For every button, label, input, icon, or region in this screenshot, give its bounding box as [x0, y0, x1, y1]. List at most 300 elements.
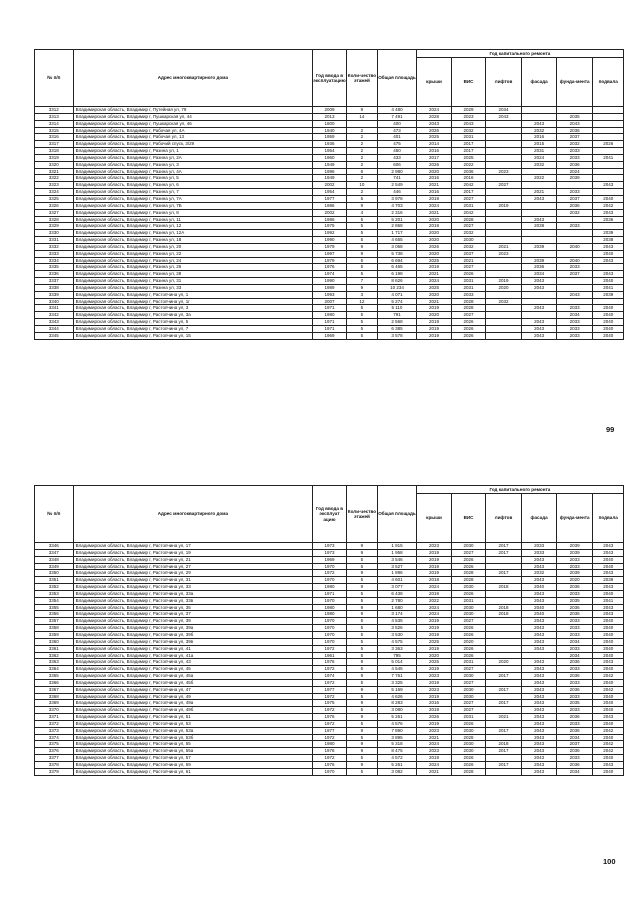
cell-year: 1972 — [313, 755, 347, 762]
cell-year: 1972 — [313, 707, 347, 714]
cell-facade: 2032 — [522, 161, 557, 168]
cell-roofs: 2026 — [416, 161, 452, 168]
cell-basement: 2043 — [593, 257, 624, 264]
cell-area: 5 014 — [378, 659, 417, 666]
cell-lifts — [485, 666, 522, 673]
cell-vis: 2026 — [452, 590, 486, 597]
cell-lifts: 2017 — [485, 748, 522, 755]
cell-facade — [522, 291, 557, 298]
cell-basement: 2039 — [593, 230, 624, 237]
cell-facade: 2043 — [522, 120, 557, 127]
cell-facade: 2043 — [522, 659, 557, 666]
cell-address: Владимирская область, Владимир г, Растопчина ул, 61 — [73, 768, 313, 775]
cell-foundation: 2033 — [556, 693, 593, 700]
cell-lifts: 2020 — [485, 659, 522, 666]
cell-roofs: 2026 — [416, 714, 452, 721]
cell-facade: 2022 — [522, 175, 557, 182]
cell-year: 1973 — [313, 543, 347, 550]
table-row — [35, 734, 624, 741]
cell-facade: 2039 — [522, 243, 557, 250]
cell-basement: 2043 — [593, 243, 624, 250]
cell-lifts: 2019 — [485, 278, 522, 285]
cell-area: 5 201 — [378, 216, 417, 223]
cell-facade: 2043 — [522, 755, 557, 762]
cell-year: 1970 — [313, 625, 347, 632]
cell-facade: 2043 — [522, 693, 557, 700]
cell-year: 1972 — [313, 645, 347, 652]
cell-roofs: 2024 — [416, 278, 452, 285]
cell-area: 433 — [378, 154, 417, 161]
cell-area: 1 680 — [378, 604, 417, 611]
table-row — [35, 618, 624, 625]
cell-roofs: 2019 — [416, 570, 452, 577]
table-row — [35, 673, 624, 680]
cell-roofs: 2020 — [416, 216, 452, 223]
cell-facade: 2021 — [522, 189, 557, 196]
cell-lifts: 2018 — [485, 611, 522, 618]
cell-vis: 2017 — [452, 141, 486, 148]
table-row — [35, 182, 624, 189]
cell-basement: 2040 — [593, 556, 624, 563]
cell-vis: 2030 — [452, 604, 486, 611]
cell-roofs: 2020 — [416, 312, 452, 319]
cell-address: Владимирская область, Владимир г, Растопчина ул, 55а — [73, 748, 313, 755]
cell-basement: 2040 — [593, 332, 624, 339]
table-row — [35, 223, 624, 230]
cell-lifts — [485, 734, 522, 741]
table-body-page-99 — [35, 107, 624, 340]
table-row — [35, 768, 624, 775]
cell-lifts: 2043 — [485, 113, 522, 120]
cell-lifts: 2021 — [485, 714, 522, 721]
cell-vis: 2026 — [452, 271, 486, 278]
table-row — [35, 250, 624, 257]
cell-year: 1961 — [313, 652, 347, 659]
cell-floors: 2 — [346, 127, 377, 134]
cell-vis: 2017 — [452, 148, 486, 155]
cell-floors: 3 — [346, 291, 377, 298]
cell-roofs: 2018 — [416, 577, 452, 584]
cell-address: Владимирская область, Владимир г, Растопчина ул, 45 — [73, 666, 313, 673]
cell-facade: 2043 — [522, 332, 557, 339]
cell-vis: 2022 — [452, 161, 486, 168]
cell-year: 1954 — [313, 148, 347, 155]
cell-year: 1976 — [313, 659, 347, 666]
cell-basement — [593, 189, 624, 196]
cell-area: 3 363 — [378, 645, 417, 652]
cell-basement: 2040 — [593, 652, 624, 659]
cell-year: 1970 — [313, 577, 347, 584]
cell-year: 1936 — [313, 141, 347, 148]
cell-facade: 2043 — [522, 700, 557, 707]
cell-roofs: 2025 — [416, 134, 452, 141]
cell-floors: 5 — [346, 264, 377, 271]
cell-address: Владимирская область, Владимир г, Растопчина ул, 21 — [73, 556, 313, 563]
cell-vis: 2030 — [452, 673, 486, 680]
cell-address: Владимирская область, Владимир г, Растопчина ул, 35 — [73, 604, 313, 611]
cell-area: 3 080 — [378, 707, 417, 714]
cell-roofs: 2023 — [416, 748, 452, 755]
cell-num: 3355 — [35, 604, 74, 611]
cell-num: 3354 — [35, 597, 74, 604]
cell-lifts: 2017 — [485, 686, 522, 693]
cell-basement: 2043 — [593, 714, 624, 721]
cell-floors: 9 — [346, 570, 377, 577]
cell-lifts — [485, 590, 522, 597]
cell-foundation: 2036 — [556, 604, 593, 611]
cell-area: 3 978 — [378, 195, 417, 202]
cell-floors: 9 — [346, 686, 377, 693]
cell-year: 1954 — [313, 189, 347, 196]
cell-address: Владимирская область, Владимир г, Растопчина ул, 27 — [73, 563, 313, 570]
cell-lifts — [485, 563, 522, 570]
cell-vis: 2027 — [452, 679, 486, 686]
cell-foundation: 2037 — [556, 134, 593, 141]
cell-address: Владимирская область, Владимир г, Разина ул, 1 — [73, 148, 313, 155]
table-row — [35, 134, 624, 141]
cell-vis: 2032 — [452, 127, 486, 134]
cell-vis: 2027 — [452, 700, 486, 707]
cell-lifts — [485, 264, 522, 271]
header-year: Год ввода в эксплуатацию — [313, 50, 347, 107]
cell-floors: 5 — [346, 734, 377, 741]
header-foundation: фунда-мента — [556, 58, 593, 107]
cell-lifts: 2032 — [485, 298, 522, 305]
cell-num: 3315 — [35, 127, 74, 134]
cell-foundation: 2033 — [556, 332, 593, 339]
cell-vis: 2026 — [452, 720, 486, 727]
cell-basement: 2043 — [593, 584, 624, 591]
cell-foundation: 2033 — [556, 679, 593, 686]
cell-address: Владимирская область, Владимир г, Растопчина ул, 33 — [73, 584, 313, 591]
cell-address: Владимирская область, Владимир г, Растопчина ул, 15 — [73, 332, 313, 339]
cell-facade: 2043 — [522, 734, 557, 741]
cell-address: Владимирская область, Владимир г, Разина ул, 8 — [73, 209, 313, 216]
cell-facade — [522, 107, 557, 114]
cell-num: 3359 — [35, 631, 74, 638]
cell-foundation: 2036 — [556, 659, 593, 666]
cell-facade: 2043 — [522, 673, 557, 680]
cell-floors: 2 — [346, 175, 377, 182]
cell-num: 3372 — [35, 720, 74, 727]
cell-facade: 2031 — [522, 148, 557, 155]
cell-foundation: 2034 — [556, 768, 593, 775]
cell-year: 1971 — [313, 305, 347, 312]
cell-num: 3312 — [35, 107, 74, 114]
cell-address: Владимирская область, Владимир г, Разина ул, 12 — [73, 223, 313, 230]
cell-roofs: 2020 — [416, 237, 452, 244]
cell-basement: 2039 — [593, 577, 624, 584]
cell-foundation: 2033 — [556, 326, 593, 333]
cell-vis: 2025 — [452, 154, 486, 161]
cell-foundation: 2033 — [556, 625, 593, 632]
cell-facade: 2033 — [522, 549, 557, 556]
cell-year: 1976 — [313, 748, 347, 755]
cell-foundation: 2037 — [556, 271, 593, 278]
cell-vis: 2030 — [452, 741, 486, 748]
cell-facade: 2033 — [522, 543, 557, 550]
cell-roofs: 2024 — [416, 611, 452, 618]
cell-facade: 2043 — [522, 563, 557, 570]
cell-vis: 2027 — [452, 666, 486, 673]
table-row — [35, 679, 624, 686]
cell-roofs: 2019 — [416, 707, 452, 714]
table-row — [35, 148, 624, 155]
cell-area: 4 601 — [378, 577, 417, 584]
cell-address: Владимирская область, Владимир г, Растопчина ул, 37 — [73, 611, 313, 618]
cell-roofs: 2026 — [416, 127, 452, 134]
table-row — [35, 243, 624, 250]
cell-roofs: 2019 — [416, 549, 452, 556]
cell-floors — [346, 120, 377, 127]
cell-vis: 2026 — [452, 652, 486, 659]
cell-basement: 2040 — [593, 195, 624, 202]
cell-facade — [522, 298, 557, 305]
cell-year: 1980 — [313, 611, 347, 618]
cell-roofs: 2019 — [416, 326, 452, 333]
cell-address: Владимирская область, Владимир г, Рабочая ул, 4А — [73, 127, 313, 134]
cell-lifts — [485, 625, 522, 632]
cell-facade: 2043 — [522, 618, 557, 625]
header-basement: подвала — [593, 494, 624, 543]
cell-facade — [522, 230, 557, 237]
table-row — [35, 652, 624, 659]
table-row — [35, 556, 624, 563]
cell-floors: 5 — [346, 618, 377, 625]
cell-vis: 2026 — [452, 645, 486, 652]
cell-area: 6 694 — [378, 257, 417, 264]
table-row — [35, 319, 624, 326]
cell-address: Владимирская область, Владимир г, Растопчина ул, 49б — [73, 707, 313, 714]
table-row — [35, 727, 624, 734]
cell-basement — [593, 161, 624, 168]
cell-vis: 2031 — [452, 714, 486, 721]
cell-num: 3319 — [35, 154, 74, 161]
cell-num: 3317 — [35, 141, 74, 148]
cell-basement: 2040 — [593, 720, 624, 727]
cell-floors: 5 — [346, 679, 377, 686]
cell-foundation: 2033 — [556, 720, 593, 727]
cell-num: 3347 — [35, 549, 74, 556]
cell-area: 8 475 — [378, 748, 417, 755]
cell-address: Владимирская область, Владимир г, Растопчина ул, 55 — [73, 741, 313, 748]
cell-area: 5 169 — [378, 686, 417, 693]
cell-basement: 2043 — [593, 611, 624, 618]
cell-num: 3332 — [35, 243, 74, 250]
table-body-page-100 — [35, 543, 624, 776]
cell-year: 1970 — [313, 563, 347, 570]
cell-roofs: 2017 — [416, 154, 452, 161]
cell-vis: 2031 — [452, 134, 486, 141]
cell-roofs: 2016 — [416, 189, 452, 196]
cell-lifts: 2017 — [485, 570, 522, 577]
cell-foundation — [556, 250, 593, 257]
cell-basement: 2039 — [593, 291, 624, 298]
cell-facade — [522, 168, 557, 175]
cell-facade: 2043 — [522, 631, 557, 638]
cell-area: 4 572 — [378, 755, 417, 762]
cell-num: 3358 — [35, 625, 74, 632]
table-page-99 — [34, 49, 624, 340]
cell-basement: 2040 — [593, 326, 624, 333]
cell-facade: 2043 — [522, 666, 557, 673]
cell-address: Владимирская область, Владимир г, Растопчина ул, 53 — [73, 720, 313, 727]
cell-foundation: 2036 — [556, 127, 593, 134]
cell-basement: 2042 — [593, 741, 624, 748]
cell-vis: 2023 — [452, 113, 486, 120]
cell-year: 1990 — [313, 278, 347, 285]
table-row — [35, 748, 624, 755]
cell-foundation: 2040 — [556, 257, 593, 264]
cell-address: Владимирская область, Владимир г, Рабочая ул, 13 — [73, 134, 313, 141]
cell-area: 2 568 — [378, 319, 417, 326]
cell-roofs: 2019 — [416, 755, 452, 762]
cell-roofs: 2019 — [416, 590, 452, 597]
table-row — [35, 257, 624, 264]
cell-facade: 2043 — [522, 720, 557, 727]
cell-floors: 5 — [346, 305, 377, 312]
cell-year: 1986 — [313, 216, 347, 223]
cell-address: Владимирская область, Владимир г, Растопчина ул, 57 — [73, 755, 313, 762]
cell-basement — [593, 264, 624, 271]
cell-vis: 2026 — [452, 332, 486, 339]
cell-address: Владимирская область, Владимир г, Растопчина ул, 3 — [73, 305, 313, 312]
table-row — [35, 141, 624, 148]
cell-address: Владимирская область, Владимир г, Разина ул, 28 — [73, 271, 313, 278]
cell-lifts — [485, 271, 522, 278]
cell-basement — [593, 168, 624, 175]
cell-area: 3 530 — [378, 631, 417, 638]
cell-foundation: 2033 — [556, 319, 593, 326]
cell-area: 4 626 — [378, 693, 417, 700]
cell-area: 741 — [378, 175, 417, 182]
cell-floors: 5 — [346, 237, 377, 244]
cell-area: 2 316 — [378, 209, 417, 216]
cell-basement — [593, 134, 624, 141]
cell-vis: 2030 — [452, 686, 486, 693]
cell-roofs: 2020 — [416, 291, 452, 298]
cell-floors: 4 — [346, 209, 377, 216]
cell-facade — [522, 250, 557, 257]
table-row — [35, 543, 624, 550]
cell-basement: 2040 — [593, 631, 624, 638]
cell-year: 1977 — [313, 727, 347, 734]
cell-facade: 2043 — [522, 762, 557, 769]
cell-year: 1973 — [313, 549, 347, 556]
cell-vis: 2026 — [452, 319, 486, 326]
cell-area: 475 — [378, 141, 417, 148]
cell-address: Владимирская область, Владимир г, Разина ул, 12А — [73, 230, 313, 237]
cell-floors: 5 — [346, 223, 377, 230]
table-row — [35, 284, 624, 291]
cell-address: Владимирская область, Владимир г, Разина ул, 7Б — [73, 202, 313, 209]
cell-lifts — [485, 693, 522, 700]
cell-address: Владимирская область, Владимир г, Разина ул, 4А — [73, 168, 313, 175]
cell-year: 1970 — [313, 597, 347, 604]
cell-foundation: 2033 — [556, 154, 593, 161]
cell-vis: 2042 — [452, 209, 486, 216]
cell-foundation: 2034 — [556, 312, 593, 319]
table-row — [35, 168, 624, 175]
cell-foundation — [556, 182, 593, 189]
cell-lifts — [485, 332, 522, 339]
cell-address: Владимирская область, Владимир г, Разина ул, 7 — [73, 189, 313, 196]
cell-roofs: 2023 — [416, 543, 452, 550]
cell-address: Владимирская область, Владимир г, Растопчина ул, 39 — [73, 618, 313, 625]
cell-basement: 2042 — [593, 673, 624, 680]
cell-lifts — [485, 577, 522, 584]
cell-lifts: 2020 — [485, 284, 522, 291]
cell-num: 3324 — [35, 189, 74, 196]
cell-foundation: 2035 — [556, 113, 593, 120]
cell-floors: 2 — [346, 189, 377, 196]
cell-basement: 2041 — [593, 597, 624, 604]
cell-lifts: 2021 — [485, 243, 522, 250]
cell-num: 3349 — [35, 563, 74, 570]
cell-roofs: 2019 — [416, 618, 452, 625]
cell-area: 6 438 — [378, 590, 417, 597]
cell-foundation: 2034 — [556, 638, 593, 645]
cell-vis: 2027 — [452, 264, 486, 271]
cell-facade: 2043 — [522, 284, 557, 291]
cell-num: 3352 — [35, 584, 74, 591]
cell-foundation: 2036 — [556, 673, 593, 680]
cell-roofs: 2025 — [416, 638, 452, 645]
cell-basement: 2042 — [593, 727, 624, 734]
cell-roofs: 2024 — [416, 762, 452, 769]
cell-num: 3369 — [35, 700, 74, 707]
cell-roofs: 2014 — [416, 141, 452, 148]
cell-vis: 2026 — [452, 631, 486, 638]
cell-num: 3343 — [35, 319, 74, 326]
cell-vis: 2028 — [452, 298, 486, 305]
cell-num: 3360 — [35, 638, 74, 645]
cell-lifts — [485, 679, 522, 686]
cell-vis: 2031 — [452, 284, 486, 291]
cell-facade: 2043 — [522, 768, 557, 775]
cell-floors: 5 — [346, 271, 377, 278]
cell-facade: 2043 — [522, 278, 557, 285]
header-vis: ВИС — [452, 58, 486, 107]
cell-roofs: 2019 — [416, 679, 452, 686]
cell-roofs: 2024 — [416, 107, 452, 114]
cell-year: 2002 — [313, 182, 347, 189]
cell-lifts — [485, 154, 522, 161]
cell-roofs: 2019 — [416, 645, 452, 652]
table-row — [35, 611, 624, 618]
table-row — [35, 120, 624, 127]
header-address: Адрес многоквартирного дома — [73, 50, 313, 107]
cell-area: 7 890 — [378, 727, 417, 734]
cell-address: Владимирская область, Владимир г, Путейная ул, 79 — [73, 107, 313, 114]
cell-facade: 2040 — [522, 604, 557, 611]
cell-basement: 2043 — [593, 182, 624, 189]
cell-foundation: 2033 — [556, 645, 593, 652]
cell-facade: 2032 — [522, 570, 557, 577]
cell-year: 1971 — [313, 319, 347, 326]
cell-lifts: 2019 — [485, 202, 522, 209]
cell-lifts — [485, 755, 522, 762]
cell-num: 3316 — [35, 134, 74, 141]
cell-basement: 2040 — [593, 278, 624, 285]
cell-year: 1977 — [313, 195, 347, 202]
cell-floors: 14 — [346, 113, 377, 120]
cell-num: 3314 — [35, 120, 74, 127]
cell-num: 3320 — [35, 161, 74, 168]
cell-area: 401 — [378, 134, 417, 141]
cell-foundation: 2036 — [556, 611, 593, 618]
cell-year: 1976 — [313, 264, 347, 271]
